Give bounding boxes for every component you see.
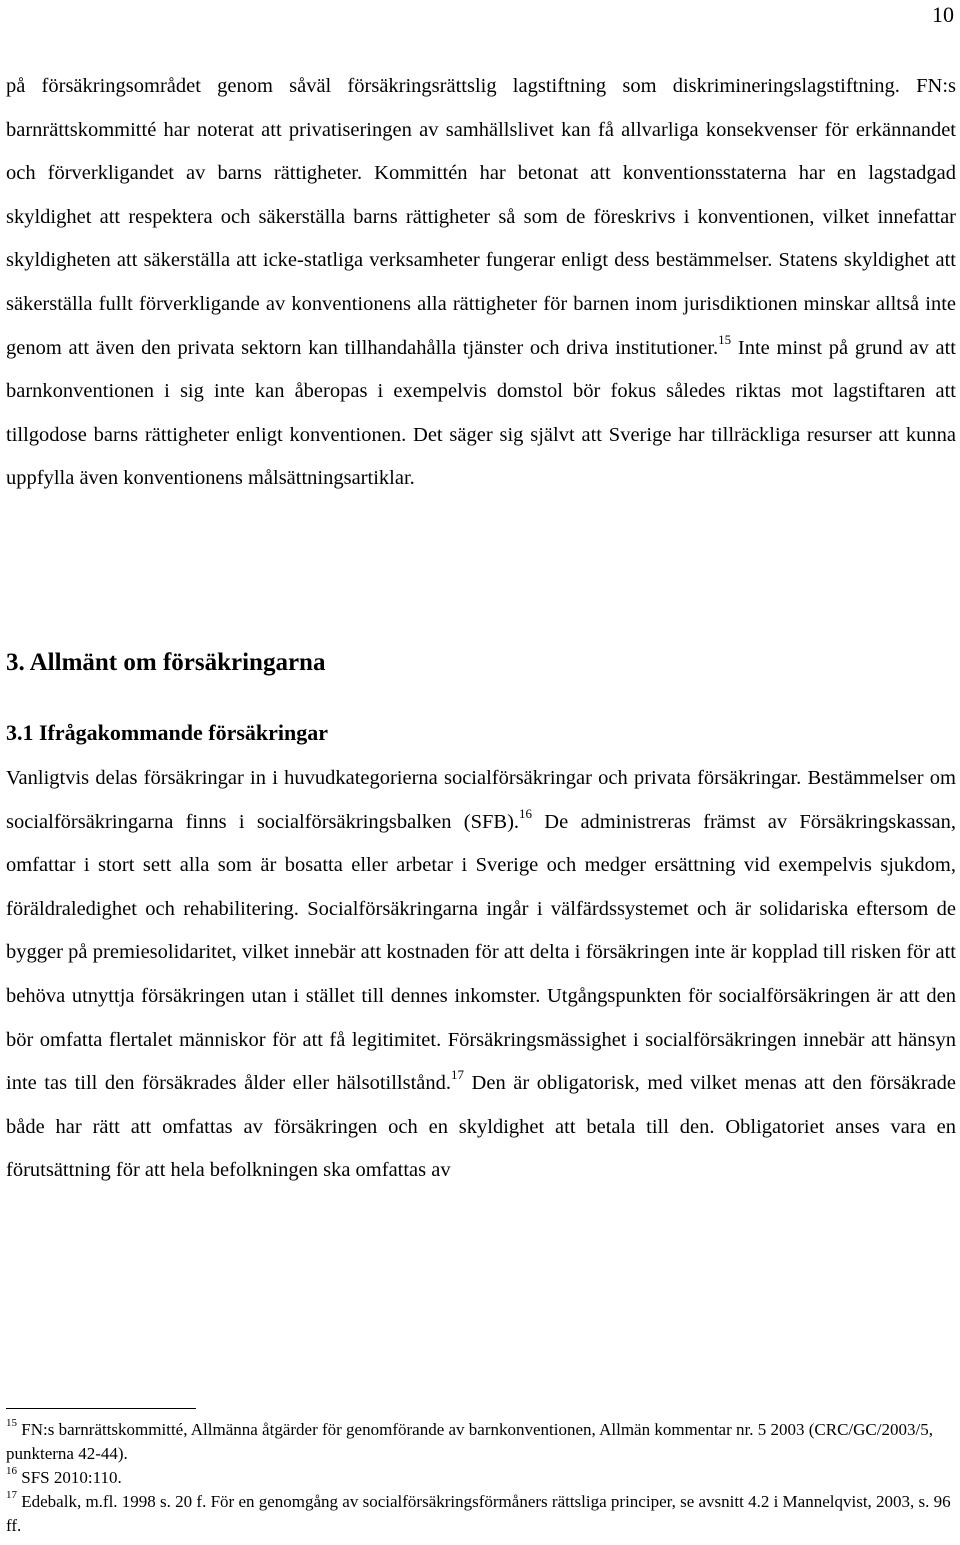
footnote-number: 15 [6, 1417, 17, 1430]
footnote-number: 16 [6, 1465, 17, 1478]
footnote-16 [6, 1466, 956, 1490]
paragraph-2-text: Vanligtvis delas försäkringar in i huvudkategorierna socialförsäkringar och privata försäkringar. Bestämmelser om socialförsäkringarna finns i socialförsäkringsbalken (SFB). [6, 767, 956, 833]
subsection-heading: 3.1 Ifrågakommande försäkringar [6, 720, 329, 745]
footnote-separator [6, 1408, 196, 1409]
section-heading: 3. Allmänt om försäkringarna [6, 649, 326, 676]
footnote-ref-17: 17 [451, 1067, 465, 1083]
footnote-ref-16: 16 [519, 805, 533, 821]
footnote-17 [6, 1490, 956, 1538]
footnote-text: SFS 2010:110. [17, 1468, 122, 1487]
paragraph-2-text-after: Den är obligatorisk, med vilket menas att den försäkrade både har rätt att omfattas av försäkringen och en skyldighet att betala till den. Obligatoriet anses vara en förutsättning för att hela befolkningen ska omfattas av [6, 1072, 956, 1182]
body-paragraph-2 [6, 757, 956, 1193]
paragraph-2-text-mid: De administreras främst av Försäkringskassan, omfattar i stort sett alla som är bosatta eller arbetar i Sverige och medger ersättning vid exempelvis sjukdom, föräldraledighet och rehabilitering. Socialförsäkringarna ingår i välfärdssystemet och är solidariska eftersom de bygger på premiesolidaritet, vilket innebär att kostnaden för att delta i försäkringen inte är kopplad till risken för att behöva utnyttja försäkringen utan i stället till dennes inkomster. Utgångspunkten för socialförsäkringen är att den bör omfatta flertalet människor för att få legitimitet. Försäkringsmässighet i socialförsäkringen innebär att hänsyn inte tas till den försäkrades ålder eller hälsotillstånd. [6, 810, 956, 1095]
footnote-ref-15: 15 [718, 331, 732, 347]
paragraph-1-text: på försäkringsområdet genom såväl försäkringsrättslig lagstiftning som diskrimineringslagstiftning. FN:s barnrättskommitté har noterat att privatiseringen av samhällslivet kan få allvarliga konsekvenser för erkännandet och förverkligandet av barns rättigheter. Kommittén har betonat att konventionsstaterna har en lagstadgad skyldighet att respektera och säkerställa barns rättigheter så som de föreskrivs i konventionen, vilket innefattar skyldigheten att säkerställa att icke-statliga verksamheter fungerar enligt dess bestämmelser. Statens skyldighet att säkerställa fullt förverkligande av konventionens alla rättigheter för barnen inom jurisdiktionen minskar alltså inte genom att även den privata sektorn kan tillhandahålla tjänster och driva institutioner. [6, 75, 956, 359]
paragraph-1-text-after: Inte minst på grund av att barnkonventionen i sig inte kan åberopas i exempelvis domstol bör fokus således riktas mot lagstiftaren att tillgodose barns rättigheter enligt konventionen. Det säger sig självt att Sverige har tillräckliga resurser att kunna uppfylla även konventionens målsättningsartiklar. [6, 336, 956, 490]
footnotes [6, 1418, 956, 1538]
footnote-text: FN:s barnrättskommitté, Allmänna åtgärder för genomförande av barnkonventionen, Allmän kommentar nr. 5 2003 (CRC/GC/2003/5, punkterna 42-44). [6, 1420, 933, 1463]
body-paragraph-1 [6, 65, 956, 501]
footnote-text: Edebalk, m.fl. 1998 s. 20 f. För en genomgång av socialförsäkringsförmåners rättsliga principer, se avsnitt 4.2 i Mannelqvist, 2003, s. 96 ff. [6, 1492, 951, 1535]
footnote-15 [6, 1418, 956, 1466]
page-number: 10 [932, 2, 954, 27]
footnote-number: 17 [6, 1489, 17, 1502]
